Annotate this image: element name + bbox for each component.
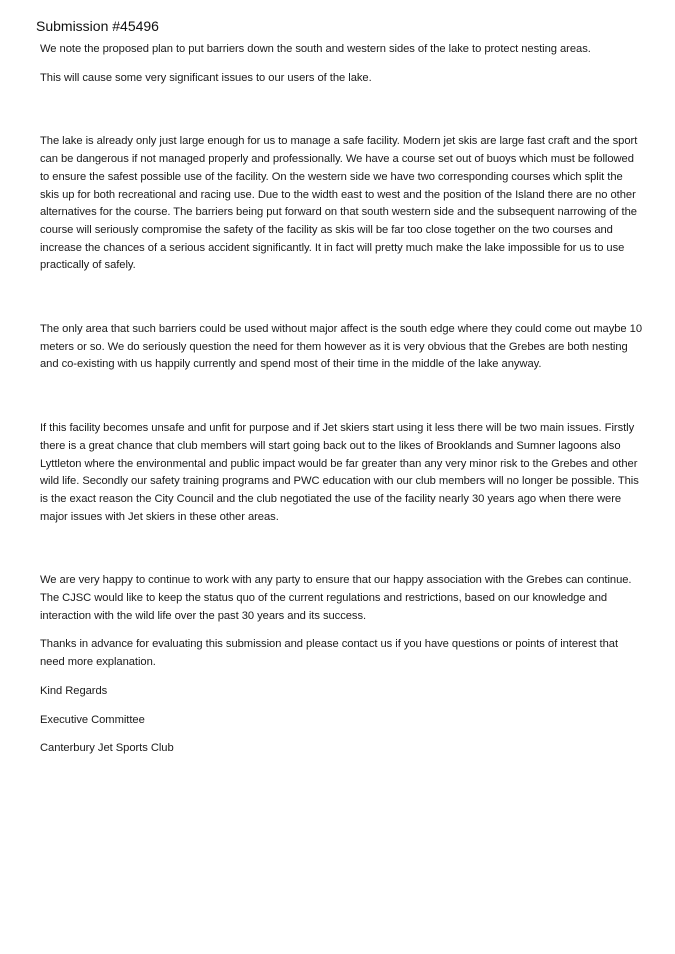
paragraph-thanks: Thanks in advance for evaluating this submission and please contact us if you have questions or points of interest that need more explanation. [40,638,619,669]
paragraph-cooperation: We are very happy to continue to work with any party to ensure that our happy association with the Grebes can continue. The CJSC would like to keep the status quo of the current regulations and restrictions, based on our knowledge and interaction with the wild life over the past 30 years and its success. [40,574,632,622]
paragraph-intro: We note the proposed plan to put barriers down the south and western sides of the lake to protect nesting areas. [40,43,591,55]
signoff-committee: Executive Committee [40,713,145,726]
paragraph-south-edge: The only area that such barriers could be used without major affect is the south edge where they could come out maybe 10 meters or so. We do seriously question the need for them however as it is very obvious that the Grebes are both nesting and co-existing with us happily currently and spend most of their time in the middle of the lake anyway. [40,323,642,371]
paragraph-safety: The lake is already only just large enough for us to manage a safe facility. Modern jet skis are large fast craft and the sport can be dangerous if not managed properly and professionally. We have a course set out of buoys which must be followed to ensure the safest possible use of the facility. On the western side we have two corresponding courses which split the skis up for both recreational and racing use. Due to the width east to west and the position of the Island there are no other alternatives for the course. The barriers being put forward on that south western side and the subsequent narrowing of the course will seriously compromise the safety of the facility as skis will be far too close together on the two courses and increase the chances of a serious accident significantly. It in fact will pretty much make the lake impossible for us to use practically of safely. [40,135,638,272]
signoff-regards: Kind Regards [40,684,108,697]
paragraph-consequences: If this facility becomes unsafe and unfit for purpose and if Jet skiers start using it less there will be two main issues. Firstly there is a great chance that club members will start going back out to the likes of Brooklands and Sumner lagoons also Lyttleton where the environmental and public impact would be far greater than any very minor risk to the Grebes and other wild life. Secondly our safety training programs and PWC education with our club members will no longer be possible. This is the exact reason the City Council and the club negotiated the use of the facility nearly 30 years ago when there were major issues with Jet skiers in these other areas. [40,422,639,523]
document-body [40,41,644,758]
submission-title: Submission #45496 [36,18,159,34]
paragraph-issues: This will cause some very significant issues to our users of the lake. [40,71,372,84]
signoff-club: Canterbury Jet Sports Club [40,742,174,755]
